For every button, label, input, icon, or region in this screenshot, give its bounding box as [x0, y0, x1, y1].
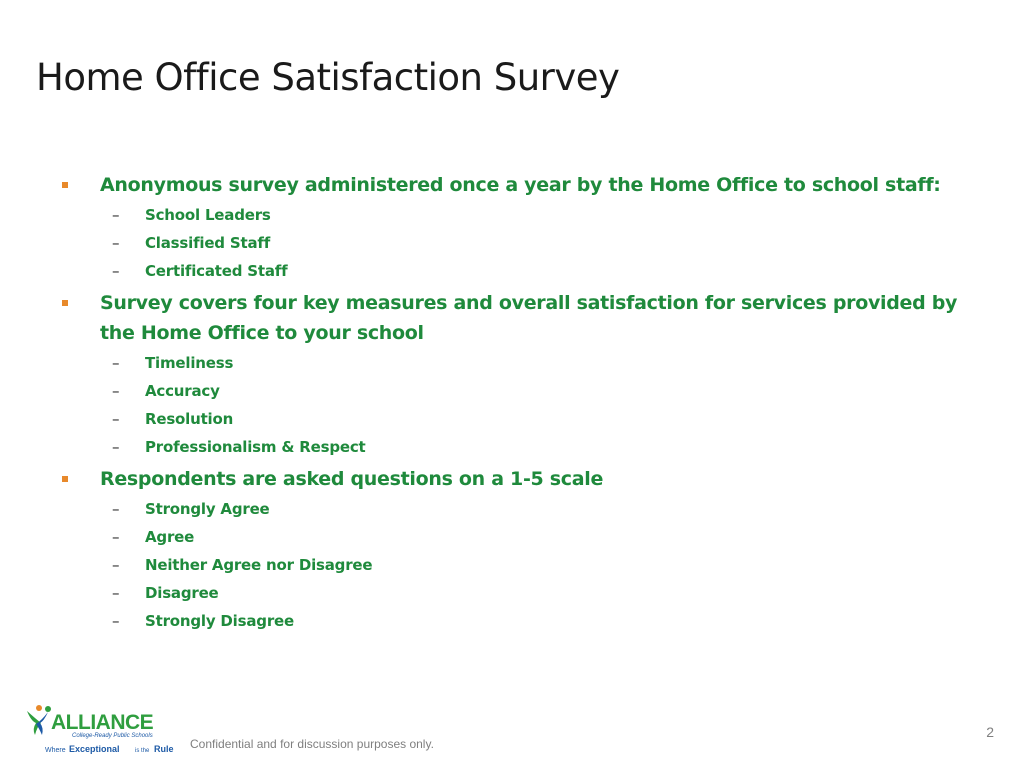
tagline-is-the: is the: [135, 748, 150, 754]
sub-bullet-item: [60, 229, 980, 257]
dash-icon: –: [112, 234, 120, 252]
sub-bullet-item: [60, 551, 980, 579]
bullet-text: Anonymous survey administered once a year by the Home Office to school staff:: [100, 174, 941, 196]
alliance-logo: [24, 702, 184, 756]
bullet-group-key-measures: [60, 288, 980, 461]
dash-icon: –: [112, 382, 120, 400]
bullet-list: [60, 170, 980, 638]
tagline-exceptional: Exceptional: [69, 744, 120, 754]
logo-name: ALLIANCE: [51, 711, 154, 734]
sub-bullet-item: [60, 349, 980, 377]
bullet-item: [60, 288, 980, 348]
sub-bullet-item: [60, 495, 980, 523]
sub-bullet-item: [60, 523, 980, 551]
square-bullet-icon: [62, 300, 68, 306]
sub-bullet-text: Disagree: [145, 584, 219, 602]
dash-icon: –: [112, 556, 120, 574]
sub-bullet-text: Professionalism & Respect: [145, 438, 366, 456]
sub-bullet-item: [60, 433, 980, 461]
tagline-where: Where: [45, 747, 66, 754]
sub-bullet-item: [60, 201, 980, 229]
dash-icon: –: [112, 612, 120, 630]
bullet-group-survey-administration: [60, 170, 980, 285]
dash-icon: –: [112, 438, 120, 456]
bullet-item: [60, 464, 980, 494]
sub-bullet-text: Timeliness: [145, 354, 234, 372]
sub-bullet-text: Classified Staff: [145, 234, 271, 252]
bullet-group-rating-scale: [60, 464, 980, 635]
sub-bullet-list: [60, 349, 980, 461]
sub-bullet-item: [60, 579, 980, 607]
square-bullet-icon: [62, 182, 68, 188]
dash-icon: –: [112, 262, 120, 280]
sub-bullet-text: Certificated Staff: [145, 262, 288, 280]
sub-bullet-item: [60, 377, 980, 405]
sub-bullet-list: [60, 495, 980, 635]
sub-bullet-item: [60, 257, 980, 285]
dash-icon: –: [112, 354, 120, 372]
page-number: 2: [986, 724, 994, 740]
dash-icon: –: [112, 584, 120, 602]
sub-bullet-text: Agree: [145, 528, 195, 546]
sub-bullet-list: [60, 201, 980, 285]
slide-title: Home Office Satisfaction Survey: [36, 56, 620, 99]
bullet-item: [60, 170, 980, 200]
tagline-rule: Rule: [154, 744, 174, 754]
logo-tagline: [45, 739, 174, 756]
sub-bullet-text: Resolution: [145, 410, 234, 428]
dash-icon: –: [112, 206, 120, 224]
dash-icon: –: [112, 410, 120, 428]
logo-figures-icon: [27, 705, 51, 735]
sub-bullet-item: [60, 405, 980, 433]
sub-bullet-text: Strongly Agree: [145, 500, 270, 518]
bullet-text: Survey covers four key measures and overall satisfaction for services provided by the Home Office to your school: [100, 292, 958, 344]
dash-icon: –: [112, 500, 120, 518]
sub-bullet-text: Strongly Disagree: [145, 612, 294, 630]
sub-bullet-item: [60, 607, 980, 635]
square-bullet-icon: [62, 476, 68, 482]
confidential-notice: Confidential and for discussion purposes only.: [190, 737, 434, 751]
bullet-text: Respondents are asked questions on a 1-5 scale: [100, 468, 604, 490]
sub-bullet-text: School Leaders: [145, 206, 271, 224]
sub-bullet-text: Neither Agree nor Disagree: [145, 556, 373, 574]
logo-subtitle: College-Ready Public Schools: [72, 733, 153, 739]
dash-icon: –: [112, 528, 120, 546]
sub-bullet-text: Accuracy: [145, 382, 220, 400]
